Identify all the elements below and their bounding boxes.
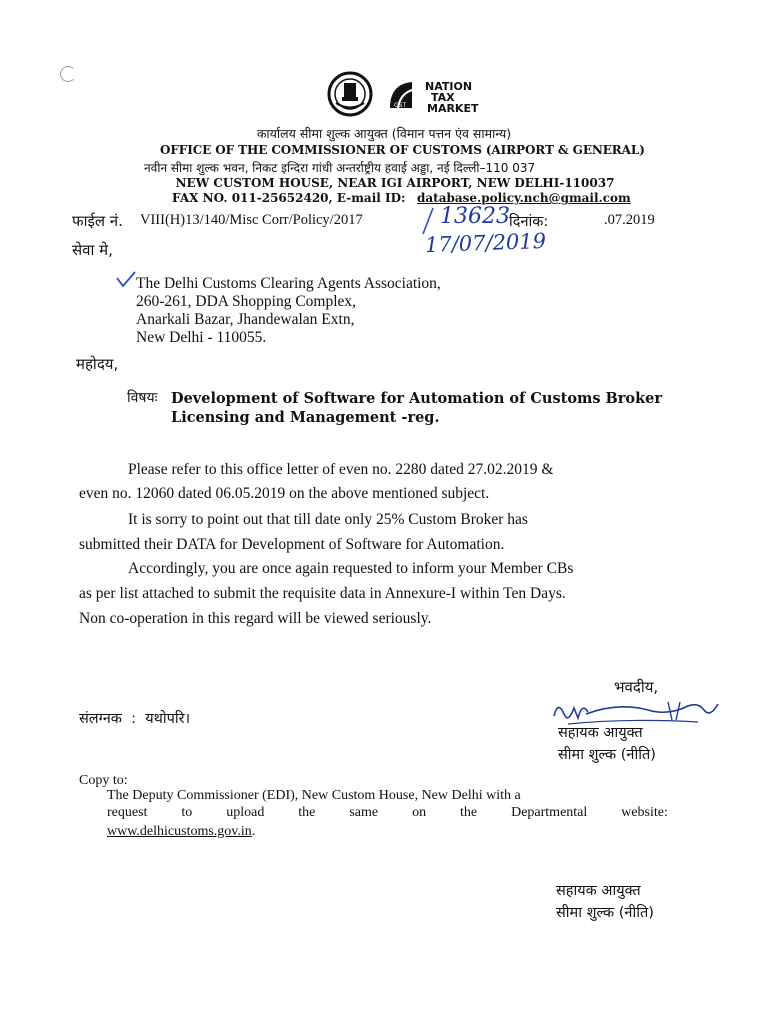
ntm-logo-icon [386, 78, 422, 112]
office-address-english: NEW CUSTOM HOUSE, NEAR IGI AIRPORT, NEW DELHI-110037 [175, 176, 615, 190]
punch-hole-mark [60, 66, 76, 82]
fax-email-label: FAX NO. 011-25652420, E-mail ID: [172, 191, 406, 205]
svg-text:GST: GST [394, 102, 407, 109]
recipient-line: 260-261, DDA Shopping Complex, [136, 293, 357, 310]
copy-word: to [181, 805, 193, 820]
signatory-title: सहायक आयुक्त [558, 725, 643, 741]
signatory-bottom-title: सहायक आयुक्त [556, 883, 641, 899]
copy-word: on [412, 805, 427, 820]
office-title-english: OFFICE OF THE COMMISSIONER OF CUSTOMS (AIRPORT & GENERAL) [160, 143, 645, 157]
recipient-line: New Delhi - 110055. [136, 329, 267, 346]
date-label: दिनांक: [509, 214, 549, 230]
copy-to-label: Copy to: [79, 773, 128, 788]
copy-word: Departmental [511, 805, 588, 820]
copy-word: the [460, 805, 478, 820]
website-link[interactable]: www.delhicustoms.gov.in [107, 824, 252, 839]
logo-text-market: MARKET [427, 102, 479, 115]
body-paragraph-2-line: submitted their DATA for Development of Software for Automation. [79, 536, 505, 553]
copy-word: same [349, 805, 379, 820]
website-line [107, 824, 255, 840]
logo-text-nation: NATION [425, 80, 473, 93]
body-paragraph-1-line: Please refer to this office letter of even no. 2280 dated 27.02.2019 & [128, 461, 554, 478]
file-number: VIII(H)13/140/Misc Corr/Policy/2017 [140, 212, 363, 228]
copy-to-line: The Deputy Commissioner (EDI), New Custom House, New Delhi with a [107, 788, 521, 803]
greeting: महोदय, [76, 355, 119, 373]
signatory-department: सीमा शुल्क (नीति) [558, 747, 656, 763]
recipient-line: The Delhi Customs Clearing Agents Association, [136, 275, 441, 292]
copy-word: upload [226, 805, 265, 820]
body-paragraph-1-line: even no. 12060 dated 06.05.2019 on the above mentioned subject. [79, 485, 490, 502]
email-address: database.policy.nch@gmail.com [417, 191, 631, 205]
handwritten-date: 17/07/2019 [424, 228, 547, 258]
date-value: .07.2019 [604, 212, 655, 228]
body-paragraph-3-line: Non co-operation in this regard will be viewed seriously. [79, 610, 432, 627]
recipient-line: Anarkali Bazar, Jhandewalan Extn, [136, 311, 355, 328]
handwritten-file-number: 13623 [440, 204, 510, 229]
logo-text-tax: TAX [431, 91, 455, 104]
subject-line: Licensing and Management -reg. [171, 409, 440, 426]
body-paragraph-3-line: as per list attached to submit the requisite data in Annexure-I within Ten Days. [79, 585, 566, 602]
handwritten-slash-icon [420, 206, 436, 236]
body-paragraph-3-line: Accordingly, you are once again requested to inform your Member CBs [128, 560, 574, 577]
file-number-label: फाईल नं. [72, 212, 123, 230]
closing: भवदीय, [614, 678, 659, 696]
checkmark-icon [115, 270, 137, 290]
office-address-hindi: नवीन सीमा शुल्क भवन, निकट इन्दिरा गांधी अन्तर्राष्ट्रीय हवाई अड्डा, नई दिल्ली–110 037 [144, 161, 536, 175]
salutation-to: सेवा मे, [72, 241, 113, 259]
office-title-hindi: कार्यालय सीमा शुल्क आयुक्त (विमान पत्तन एंव सामान्य) [256, 126, 512, 141]
emblem-icon [326, 70, 374, 118]
copy-word: the [298, 805, 316, 820]
copy-word: website: [621, 805, 668, 820]
copy-to-line [107, 805, 668, 821]
subject-label: विषयः [127, 390, 158, 406]
copy-word: request [107, 805, 148, 820]
website-link-suffix: . [251, 824, 256, 839]
body-paragraph-2-line: It is sorry to point out that till date only 25% Custom Broker has [128, 511, 528, 528]
enclosure-note: संलग्नक : यथोपरि। [79, 711, 191, 727]
subject-line: Development of Software for Automation of Customs Broker [171, 390, 663, 407]
signatory-bottom-department: सीमा शुल्क (नीति) [556, 905, 654, 921]
